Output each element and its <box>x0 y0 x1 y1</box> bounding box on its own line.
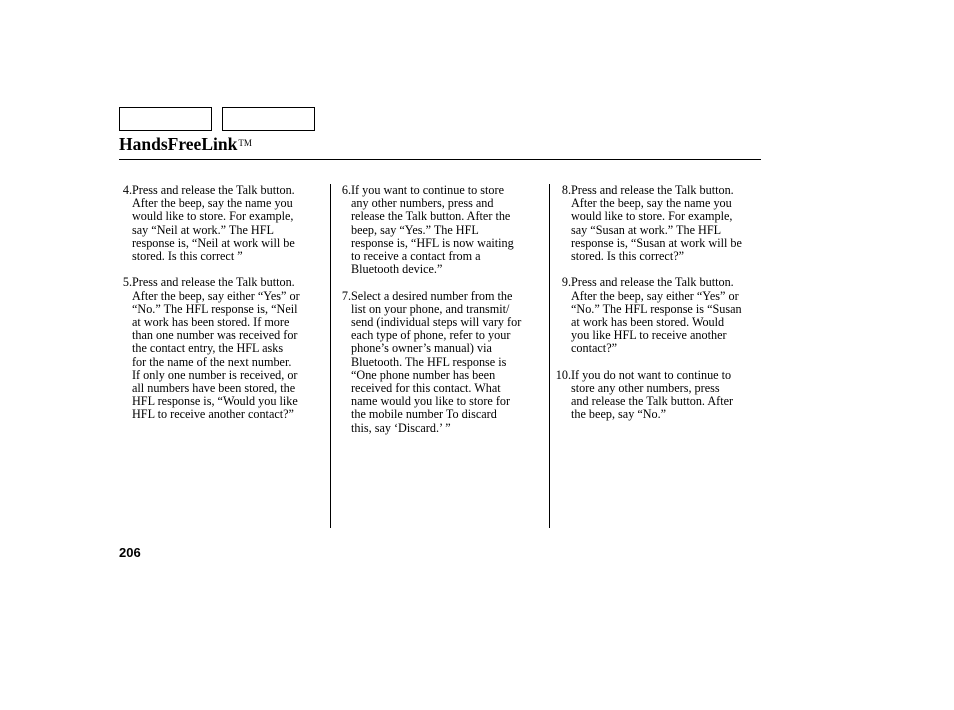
step-number: 9 . <box>552 276 571 355</box>
step-number: 10 . <box>552 369 571 422</box>
step-number: 6 . <box>338 184 351 276</box>
column-divider <box>549 184 550 528</box>
step-item <box>552 276 760 355</box>
step-item <box>552 369 760 422</box>
step-number: 5 . <box>119 276 132 421</box>
step-number: 8 . <box>552 184 571 263</box>
step-text: Press and release the Talk button. After the beep, say the name you would like to store. For example, say “Susan at work.” The HFL response is, “Susan at work will be stored. Is this correct?” <box>571 183 742 264</box>
nav-button-main-menu[interactable] <box>119 107 212 131</box>
text-column-1 <box>119 184 323 435</box>
step-item <box>338 290 542 435</box>
trademark-symbol: TM <box>238 138 252 148</box>
title-text: HandsFreeLink <box>119 134 238 154</box>
step-text: Press and release the Talk button. After the beep, say the name you would like to store. For example, say “Neil at work.” The HFL response is, “Neil at work will be stored. Is this correct ” <box>132 183 295 264</box>
step-text: If you do not want to continue to store any other numbers, press and release the Talk button. After the beep, say “No.” <box>571 367 734 422</box>
step-item <box>338 184 542 276</box>
step-text: Press and release the Talk button. After the beep, say either “Yes” or “No.” The HFL response is “Susan at work has been stored. Would you like HFL to receive another contact?” <box>571 275 742 356</box>
step-text: Press and release the Talk button. After the beep, say either “Yes” or “No.” The HFL response is, “Neil at work has been stored. If more than one number was received for the contact entry, the HFL asks for the name of the next number. If only one number is received, or all numbers have been stored, the HFL response is, “Would you like HFL to receive another contact?” <box>132 275 300 422</box>
page-title <box>119 133 252 155</box>
step-number: 4 . <box>119 184 132 263</box>
nav-button-index[interactable] <box>222 107 315 131</box>
step-number: 7 . <box>338 290 351 435</box>
step-text: If you want to continue to store any other numbers, press and release the Talk button. After the beep, say “Yes.” The HFL response is, “HFL is now waiting to receive a contact from a Bluetooth device.” <box>351 183 514 277</box>
text-column-3 <box>552 184 760 435</box>
page-number: 206 <box>119 545 141 560</box>
header-divider <box>119 159 761 160</box>
step-item <box>552 184 760 263</box>
column-divider <box>330 184 331 528</box>
step-text: Select a desired number from the list on your phone, and transmit/ send (individual steps will vary for each type of phone, refer to your phone’s owner’s manual) via Bluetooth. The HFL response is “One phone number has been received for this contact. What name would you like to store for the mobile number To discard this, say ‘Discard.’ ” <box>351 288 522 435</box>
step-item <box>119 276 323 421</box>
text-column-2 <box>338 184 542 448</box>
step-item <box>119 184 323 263</box>
